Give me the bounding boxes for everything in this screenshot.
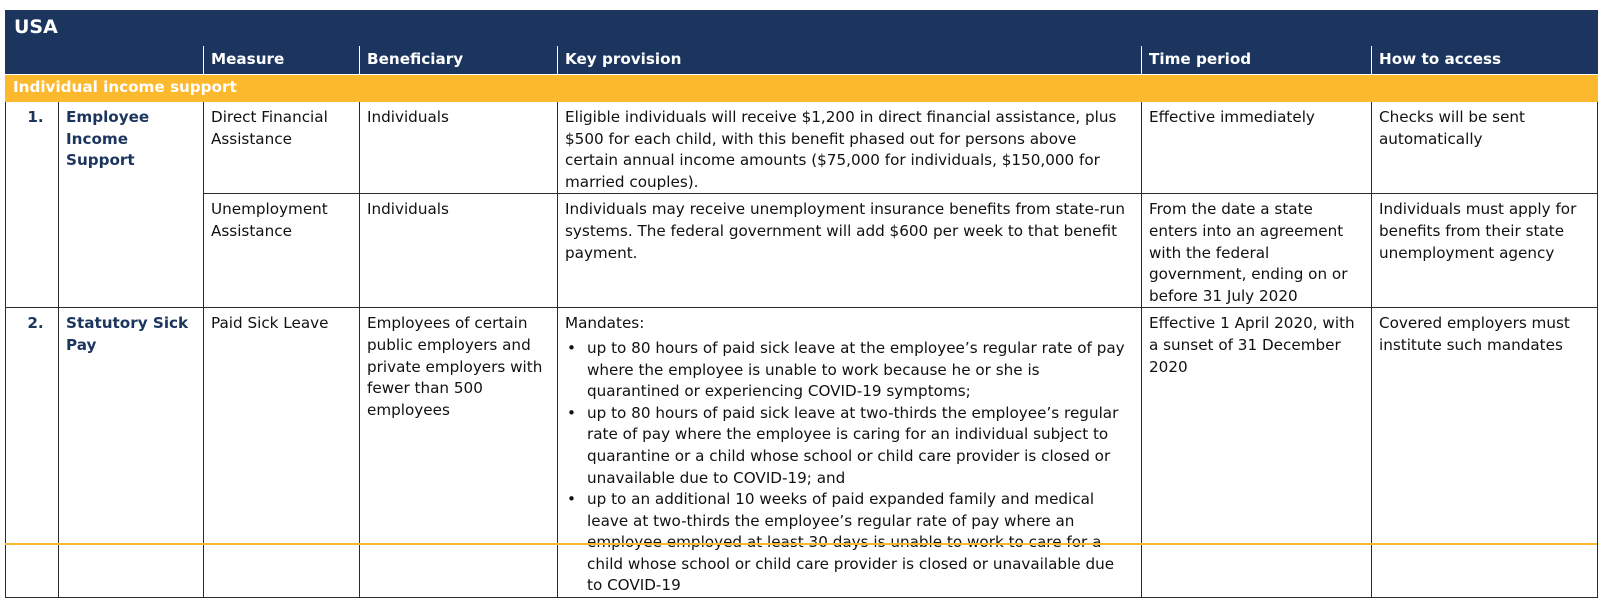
- scheme-name: Employee Income Support: [59, 102, 204, 308]
- mandates-heading: Mandates:: [565, 314, 645, 333]
- section-header-row: [6, 75, 1598, 102]
- country-title: USA: [6, 11, 1598, 46]
- table-row: [6, 194, 1598, 308]
- measure-cell: Unemployment Assistance: [204, 194, 360, 308]
- how-to-access-cell: Covered employers must institute such mandates: [1372, 308, 1598, 598]
- time-period-cell: From the date a state enters into an agreement with the federal government, ending on or before 31 July 2020: [1142, 194, 1372, 308]
- section-title: Individual income support: [6, 75, 1598, 102]
- how-to-access-cell: Checks will be sent automatically: [1372, 102, 1598, 194]
- mandate-item: • up to 80 hours of paid sick leave at two-thirds the employee’s regular rate of pay where the employee is caring for an individual subject to quarantine or a child whose school or child care provider is closed or unavailable due to COVID-19; and: [587, 403, 1134, 489]
- column-header-blank: [6, 46, 204, 75]
- column-header-beneficiary: Beneficiary: [360, 46, 558, 75]
- measures-table: [5, 10, 1598, 598]
- country-header-row: [6, 11, 1598, 46]
- key-provision-cell: Individuals may receive unemployment insurance benefits from state-run systems. The federal government will add $600 per week to that benefit payment.: [558, 194, 1142, 308]
- mandate-item: • up to 80 hours of paid sick leave at the employee’s regular rate of pay where the employee is unable to work because he or she is quarantined or experiencing COVID-19 symptoms;: [587, 338, 1134, 403]
- time-period-cell: Effective immediately: [1142, 102, 1372, 194]
- column-header-time-period: Time period: [1142, 46, 1372, 75]
- key-provision-cell: Eligible individuals will receive $1,200 in direct financial assistance, plus $500 for each child, with this benefit phased out for persons above certain annual income amounts ($75,000 for individuals, $150,000 for married couples).: [558, 102, 1142, 194]
- time-period-cell: Effective 1 April 2020, with a sunset of 31 December 2020: [1142, 308, 1372, 598]
- table-row: [6, 308, 1598, 598]
- mandates-list: [565, 338, 1134, 597]
- scheme-number: 1.: [6, 102, 59, 308]
- measures-table-container: [5, 10, 1597, 598]
- measure-cell: Direct Financial Assistance: [204, 102, 360, 194]
- column-header-measure: Measure: [204, 46, 360, 75]
- mandate-item: • up to an additional 10 weeks of paid expanded family and medical leave at two-thirds the employee’s regular rate of pay where an child whose school or child care provider is closed or unavailable due to COVID-19: [587, 489, 1134, 597]
- how-to-access-cell: Individuals must apply for benefits from their state unemployment agency: [1372, 194, 1598, 308]
- column-header-how-to-access: How to access: [1372, 46, 1598, 75]
- beneficiary-cell: Employees of certain public employers and private employers with fewer than 500 employees: [360, 308, 558, 598]
- column-header-row: [6, 46, 1598, 75]
- beneficiary-cell: Individuals: [360, 102, 558, 194]
- beneficiary-cell: Individuals: [360, 194, 558, 308]
- bottom-divider: [5, 543, 1597, 545]
- scheme-name: Statutory Sick Pay: [59, 308, 204, 598]
- measure-cell: Paid Sick Leave: [204, 308, 360, 598]
- key-provision-cell: [558, 308, 1142, 598]
- column-header-key-provision: Key provision: [558, 46, 1142, 75]
- scheme-number: 2.: [6, 308, 59, 598]
- table-row: [6, 102, 1598, 194]
